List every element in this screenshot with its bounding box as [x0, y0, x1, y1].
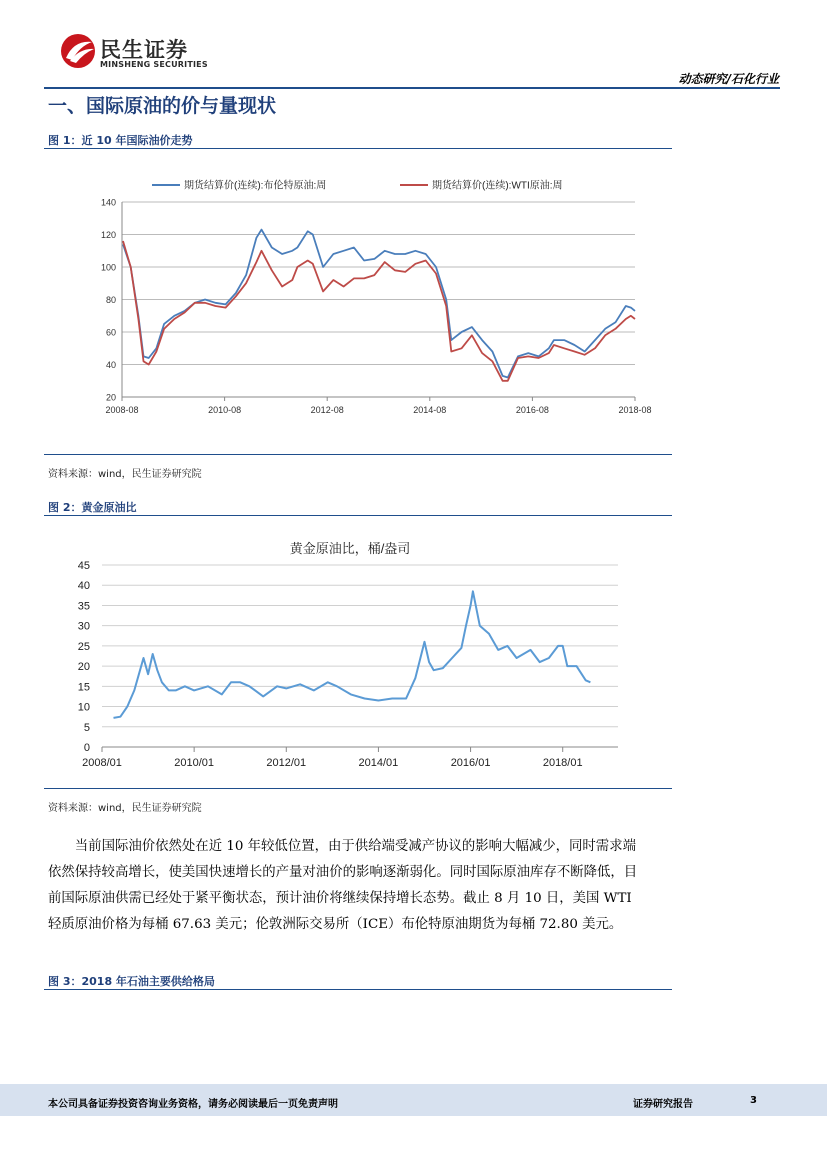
oil-price-chart — [90, 165, 660, 435]
x-axis-ticks — [82, 757, 582, 769]
figure3-top-rule — [44, 989, 672, 990]
y-tick-label: 140 — [100, 197, 116, 208]
x-axis-ticks — [105, 405, 651, 415]
body-paragraph: 当前国际油价依然处在近 10 年较低位置，由于供给端受减产协议的影响大幅减少，同时需求端依然保持较高增长，使美国快速增长的产量对油价的影响逐渐弱化。同时国际原油库存不断降低，目前国际原油供需已经处于紧平衡状态，预计油价将继续保持增长态势。截止 8 月 10 日，美国 WTI 轻质原油价格为每桶 67.63 美元；伦敦洲际交易所（ICE）布伦特原油期货为每桶 72.80 美元。 — [48, 839, 638, 932]
x-tick-label: 2012/01 — [266, 757, 307, 769]
chart-title: 黄金原油比，桶/盎司 — [289, 541, 411, 556]
footer-report-type: 证券研究报告 — [633, 1099, 693, 1110]
x-tick-label: 2012-08 — [310, 405, 344, 415]
y-axis-ticks — [101, 198, 116, 403]
chart-title-group — [290, 541, 411, 557]
figure1-top-rule — [44, 148, 672, 149]
y-tick-label: 80 — [105, 295, 116, 305]
series-lines — [114, 591, 591, 718]
y-tick-label: 30 — [77, 620, 90, 633]
x-tick-label: 2010/01 — [174, 757, 215, 769]
series-line-wti — [123, 241, 635, 381]
figure1-source: 资料来源：wind，民生证券研究院 — [48, 469, 202, 480]
y-tick-label: 0 — [83, 742, 90, 754]
figure2-bottom-rule — [44, 788, 672, 789]
y-tick-label: 15 — [77, 681, 90, 694]
legend-label: 期货结算价(连续):WTI原油:周 — [432, 180, 563, 192]
x-tick-label: 2014/01 — [358, 757, 399, 769]
y-tick-label: 40 — [77, 580, 90, 593]
y-tick-label: 100 — [100, 262, 116, 273]
y-tick-label: 20 — [77, 661, 90, 674]
logo-name-en: MINSHENG SECURITIES — [100, 60, 208, 69]
y-tick-label: 10 — [77, 701, 90, 714]
x-tick-label: 2018-08 — [618, 405, 652, 415]
y-tick-label: 45 — [77, 560, 90, 572]
y-tick-label: 25 — [77, 640, 90, 653]
x-tick-label: 2010-08 — [208, 405, 242, 415]
x-tick-label: 2008-08 — [105, 405, 139, 415]
figure2-title: 图 2：黄金原油比 — [48, 501, 137, 514]
x-tick-label: 2008/01 — [82, 757, 122, 769]
page-number: 3 — [750, 1095, 757, 1106]
figure1-bottom-rule — [44, 454, 672, 455]
series-line-gold-oil — [114, 591, 591, 718]
y-tick-label: 60 — [105, 327, 116, 338]
figure3-title: 图 3：2018 年石油主要供给格局 — [48, 975, 215, 988]
y-tick-label: 35 — [77, 600, 90, 613]
x-tick-label: 2016-08 — [515, 405, 549, 415]
series-lines — [123, 230, 635, 381]
y-tick-label: 120 — [100, 230, 116, 240]
x-tick-label: 2014-08 — [413, 405, 447, 415]
y-axis-ticks — [78, 560, 90, 754]
x-tick-label: 2018/01 — [542, 757, 583, 769]
y-tick-label: 5 — [83, 721, 90, 734]
header-divider — [44, 87, 780, 89]
logo-name-cn: 民生证券 — [100, 38, 188, 62]
legend-label: 期货结算价(连续):布伦特原油:周 — [184, 180, 327, 192]
body-text — [48, 834, 638, 938]
figure1-title: 图 1：近 10 年国际油价走势 — [48, 134, 193, 147]
x-tick-label: 2016/01 — [450, 757, 491, 769]
section-title: 一、国际原油的价与量现状 — [48, 95, 277, 117]
figure2-top-rule — [44, 515, 672, 516]
report-tag: 动态研究/石化行业 — [678, 72, 779, 86]
y-tick-label: 40 — [105, 360, 116, 370]
legend — [152, 179, 563, 192]
gold-oil-ratio-chart — [60, 530, 640, 780]
grid — [102, 565, 618, 752]
figure2-source: 资料来源：wind，民生证券研究院 — [48, 803, 202, 814]
footer-disclaimer: 本公司具备证券投资咨询业务资格，请务必阅读最后一页免责声明 — [48, 1099, 338, 1110]
y-tick-label: 20 — [105, 392, 116, 403]
